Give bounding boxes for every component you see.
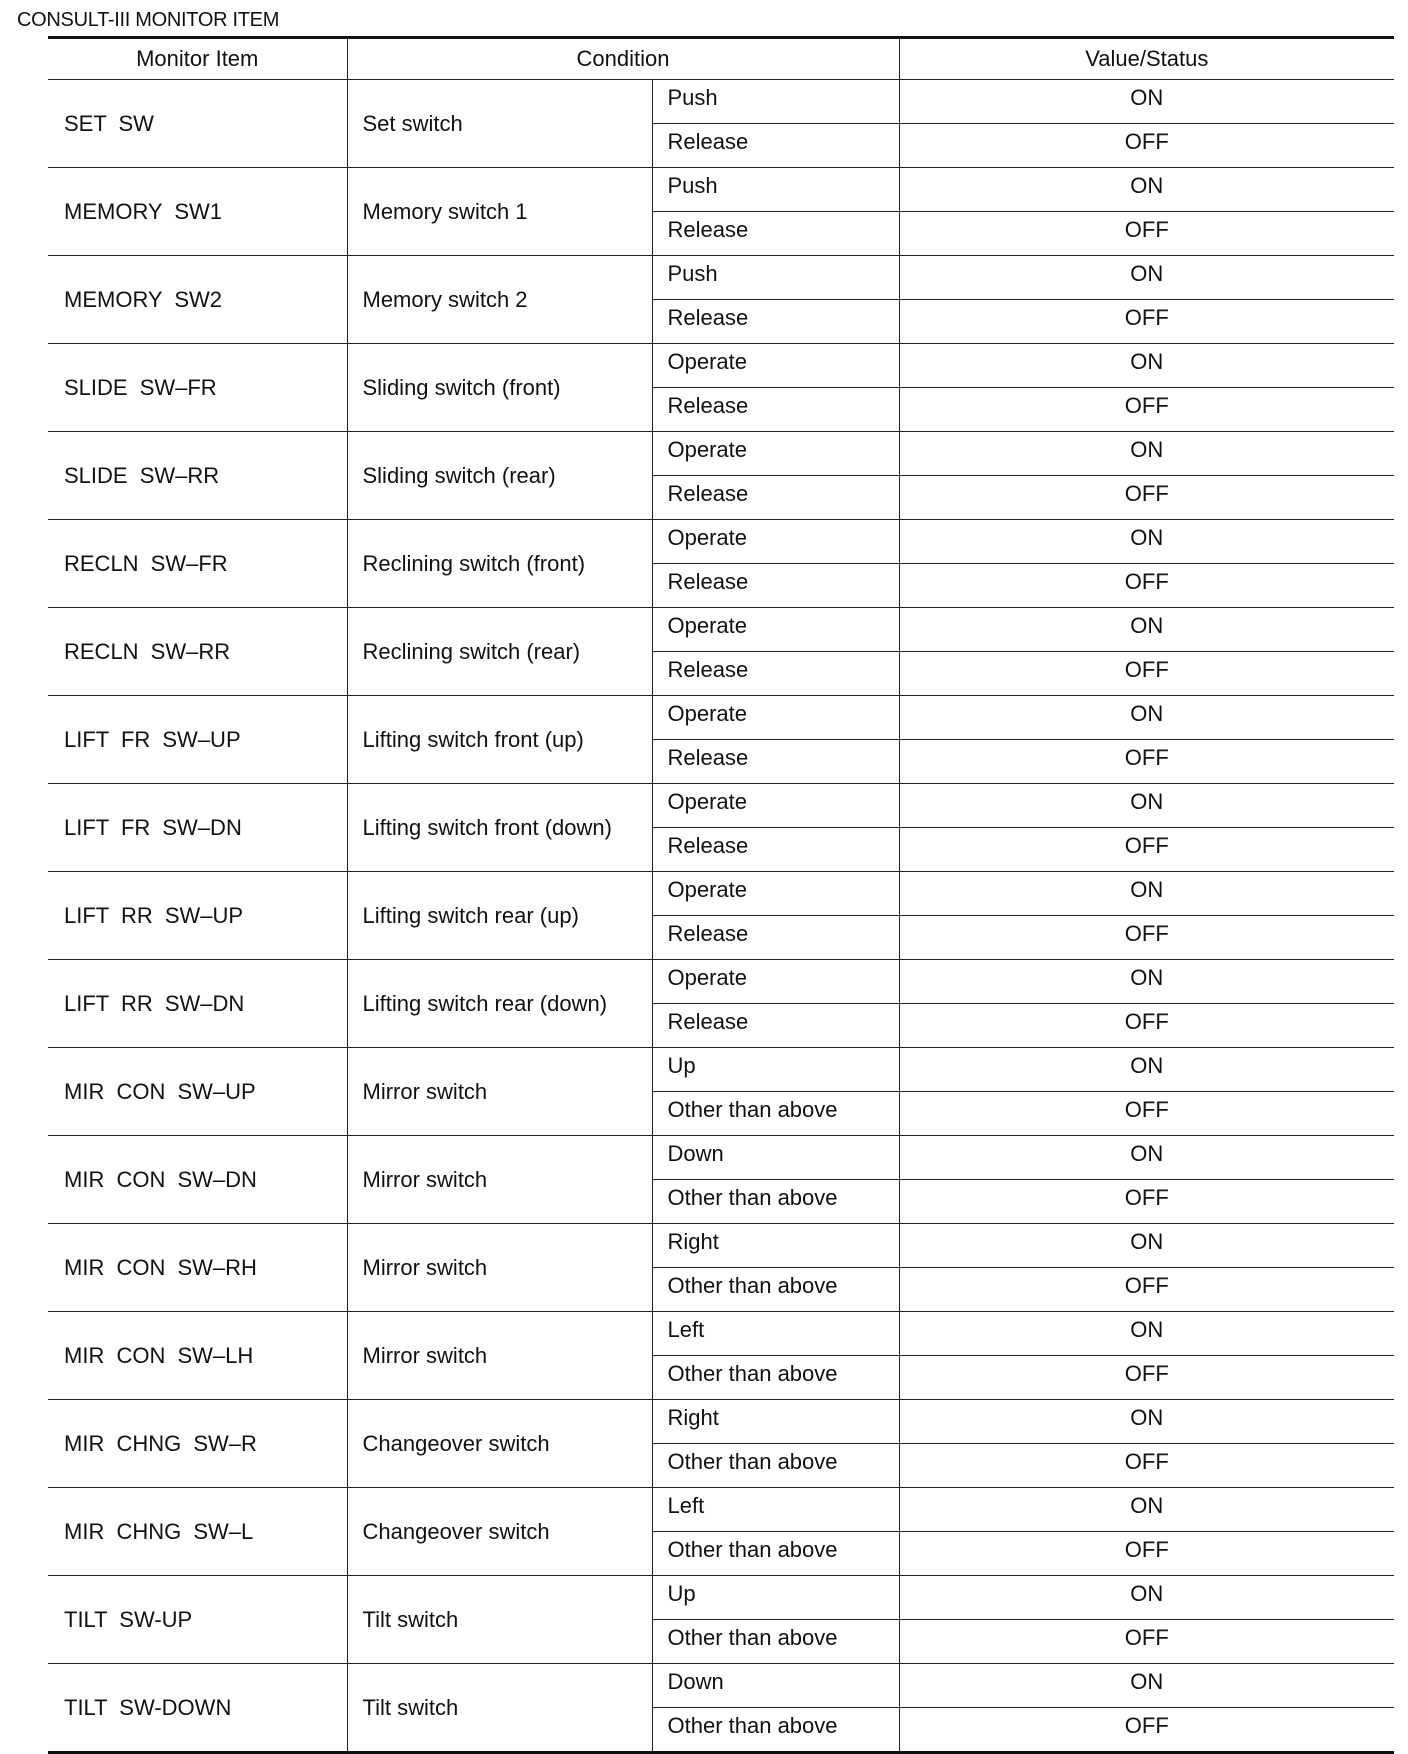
value-status-cell: ON bbox=[899, 1312, 1394, 1356]
condition-state-cell: Operate bbox=[652, 608, 899, 652]
condition-state-cell: Operate bbox=[652, 872, 899, 916]
condition-state-cell: Other than above bbox=[652, 1092, 899, 1136]
value-status-cell: OFF bbox=[899, 1708, 1394, 1753]
table-row bbox=[48, 1488, 1394, 1532]
value-status-cell: ON bbox=[899, 1664, 1394, 1708]
condition-cell: Changeover switch bbox=[347, 1400, 652, 1488]
monitor-item-cell: SLIDE SW–RR bbox=[48, 432, 347, 520]
table-row bbox=[48, 80, 1394, 124]
condition-state-cell: Down bbox=[652, 1136, 899, 1180]
monitor-item-cell: LIFT RR SW–DN bbox=[48, 960, 347, 1048]
condition-state-cell: Other than above bbox=[652, 1268, 899, 1312]
monitor-item-cell: LIFT FR SW–UP bbox=[48, 696, 347, 784]
monitor-item-cell: MIR CON SW–RH bbox=[48, 1224, 347, 1312]
value-status-cell: ON bbox=[899, 1488, 1394, 1532]
value-status-cell: ON bbox=[899, 1576, 1394, 1620]
condition-state-cell: Release bbox=[652, 564, 899, 608]
condition-cell: Memory switch 2 bbox=[347, 256, 652, 344]
condition-state-cell: Operate bbox=[652, 784, 899, 828]
condition-state-cell: Release bbox=[652, 916, 899, 960]
monitor-item-cell: SLIDE SW–FR bbox=[48, 344, 347, 432]
table-row bbox=[48, 1400, 1394, 1444]
condition-cell: Lifting switch front (down) bbox=[347, 784, 652, 872]
table-row bbox=[48, 1312, 1394, 1356]
value-status-cell: OFF bbox=[899, 124, 1394, 168]
table-row bbox=[48, 1576, 1394, 1620]
condition-state-cell: Right bbox=[652, 1224, 899, 1268]
condition-cell: Reclining switch (front) bbox=[347, 520, 652, 608]
condition-cell: Tilt switch bbox=[347, 1664, 652, 1753]
value-status-cell: OFF bbox=[899, 1180, 1394, 1224]
monitor-item-cell: RECLN SW–FR bbox=[48, 520, 347, 608]
condition-state-cell: Right bbox=[652, 1400, 899, 1444]
monitor-item-cell: MIR CHNG SW–L bbox=[48, 1488, 347, 1576]
page-title: CONSULT-III MONITOR ITEM bbox=[17, 9, 280, 31]
condition-state-cell: Operate bbox=[652, 960, 899, 1004]
value-status-cell: OFF bbox=[899, 300, 1394, 344]
header-monitor-item: Monitor Item bbox=[48, 38, 347, 80]
table-body bbox=[48, 80, 1394, 1753]
value-status-cell: OFF bbox=[899, 1268, 1394, 1312]
condition-cell: Lifting switch front (up) bbox=[347, 696, 652, 784]
value-status-cell: OFF bbox=[899, 564, 1394, 608]
table-row bbox=[48, 344, 1394, 388]
condition-cell: Changeover switch bbox=[347, 1488, 652, 1576]
monitor-item-cell: MIR CON SW–DN bbox=[48, 1136, 347, 1224]
condition-cell: Lifting switch rear (up) bbox=[347, 872, 652, 960]
value-status-cell: ON bbox=[899, 696, 1394, 740]
condition-state-cell: Up bbox=[652, 1048, 899, 1092]
value-status-cell: ON bbox=[899, 344, 1394, 388]
condition-state-cell: Up bbox=[652, 1576, 899, 1620]
monitor-item-cell: SET SW bbox=[48, 80, 347, 168]
value-status-cell: ON bbox=[899, 1224, 1394, 1268]
table-row bbox=[48, 432, 1394, 476]
condition-state-cell: Release bbox=[652, 740, 899, 784]
table-row bbox=[48, 1224, 1394, 1268]
value-status-cell: ON bbox=[899, 608, 1394, 652]
value-status-cell: OFF bbox=[899, 212, 1394, 256]
condition-state-cell: Release bbox=[652, 828, 899, 872]
value-status-cell: ON bbox=[899, 520, 1394, 564]
condition-state-cell: Release bbox=[652, 1004, 899, 1048]
header-value-status: Value/Status bbox=[899, 38, 1394, 80]
header-condition: Condition bbox=[347, 38, 899, 80]
table-header-row bbox=[48, 38, 1394, 80]
condition-cell: Tilt switch bbox=[347, 1576, 652, 1664]
table-row bbox=[48, 960, 1394, 1004]
value-status-cell: ON bbox=[899, 168, 1394, 212]
condition-state-cell: Other than above bbox=[652, 1620, 899, 1664]
monitor-item-cell: MIR CON SW–LH bbox=[48, 1312, 347, 1400]
value-status-cell: ON bbox=[899, 1048, 1394, 1092]
condition-cell: Sliding switch (rear) bbox=[347, 432, 652, 520]
table-row bbox=[48, 168, 1394, 212]
value-status-cell: OFF bbox=[899, 476, 1394, 520]
condition-state-cell: Push bbox=[652, 168, 899, 212]
condition-state-cell: Operate bbox=[652, 344, 899, 388]
value-status-cell: OFF bbox=[899, 1532, 1394, 1576]
condition-state-cell: Push bbox=[652, 256, 899, 300]
table-row bbox=[48, 608, 1394, 652]
condition-state-cell: Release bbox=[652, 652, 899, 696]
table-row bbox=[48, 1048, 1394, 1092]
value-status-cell: OFF bbox=[899, 1004, 1394, 1048]
condition-state-cell: Operate bbox=[652, 696, 899, 740]
value-status-cell: OFF bbox=[899, 1356, 1394, 1400]
condition-state-cell: Other than above bbox=[652, 1444, 899, 1488]
condition-state-cell: Down bbox=[652, 1664, 899, 1708]
value-status-cell: ON bbox=[899, 960, 1394, 1004]
value-status-cell: OFF bbox=[899, 388, 1394, 432]
value-status-cell: ON bbox=[899, 432, 1394, 476]
value-status-cell: OFF bbox=[899, 1620, 1394, 1664]
condition-state-cell: Release bbox=[652, 300, 899, 344]
condition-state-cell: Release bbox=[652, 212, 899, 256]
condition-state-cell: Operate bbox=[652, 520, 899, 564]
condition-cell: Lifting switch rear (down) bbox=[347, 960, 652, 1048]
monitor-item-table-container bbox=[48, 36, 1394, 1754]
monitor-item-cell: TILT SW-DOWN bbox=[48, 1664, 347, 1753]
condition-state-cell: Release bbox=[652, 388, 899, 432]
monitor-item-cell: LIFT FR SW–DN bbox=[48, 784, 347, 872]
condition-cell: Set switch bbox=[347, 80, 652, 168]
condition-cell: Mirror switch bbox=[347, 1224, 652, 1312]
value-status-cell: ON bbox=[899, 80, 1394, 124]
condition-state-cell: Left bbox=[652, 1488, 899, 1532]
monitor-item-cell: MIR CON SW–UP bbox=[48, 1048, 347, 1136]
table-row bbox=[48, 872, 1394, 916]
value-status-cell: OFF bbox=[899, 1092, 1394, 1136]
value-status-cell: ON bbox=[899, 872, 1394, 916]
table-row bbox=[48, 1664, 1394, 1708]
value-status-cell: ON bbox=[899, 1136, 1394, 1180]
value-status-cell: OFF bbox=[899, 1444, 1394, 1488]
value-status-cell: OFF bbox=[899, 828, 1394, 872]
condition-state-cell: Other than above bbox=[652, 1180, 899, 1224]
condition-cell: Sliding switch (front) bbox=[347, 344, 652, 432]
condition-state-cell: Other than above bbox=[652, 1356, 899, 1400]
monitor-item-cell: TILT SW-UP bbox=[48, 1576, 347, 1664]
table-row bbox=[48, 520, 1394, 564]
table-row bbox=[48, 1136, 1394, 1180]
condition-state-cell: Operate bbox=[652, 432, 899, 476]
condition-state-cell: Release bbox=[652, 476, 899, 520]
condition-state-cell: Left bbox=[652, 1312, 899, 1356]
value-status-cell: OFF bbox=[899, 740, 1394, 784]
table-row bbox=[48, 256, 1394, 300]
monitor-item-cell: LIFT RR SW–UP bbox=[48, 872, 347, 960]
condition-cell: Reclining switch (rear) bbox=[347, 608, 652, 696]
monitor-item-cell: RECLN SW–RR bbox=[48, 608, 347, 696]
condition-state-cell: Other than above bbox=[652, 1708, 899, 1753]
monitor-item-table bbox=[48, 36, 1394, 1754]
monitor-item-cell: MEMORY SW2 bbox=[48, 256, 347, 344]
table-row bbox=[48, 784, 1394, 828]
monitor-item-cell: MEMORY SW1 bbox=[48, 168, 347, 256]
value-status-cell: ON bbox=[899, 1400, 1394, 1444]
condition-state-cell: Push bbox=[652, 80, 899, 124]
condition-cell: Mirror switch bbox=[347, 1048, 652, 1136]
value-status-cell: ON bbox=[899, 784, 1394, 828]
condition-state-cell: Other than above bbox=[652, 1532, 899, 1576]
condition-cell: Mirror switch bbox=[347, 1312, 652, 1400]
monitor-item-cell: MIR CHNG SW–R bbox=[48, 1400, 347, 1488]
table-row bbox=[48, 696, 1394, 740]
value-status-cell: OFF bbox=[899, 652, 1394, 696]
value-status-cell: ON bbox=[899, 256, 1394, 300]
condition-cell: Memory switch 1 bbox=[347, 168, 652, 256]
condition-cell: Mirror switch bbox=[347, 1136, 652, 1224]
condition-state-cell: Release bbox=[652, 124, 899, 168]
value-status-cell: OFF bbox=[899, 916, 1394, 960]
